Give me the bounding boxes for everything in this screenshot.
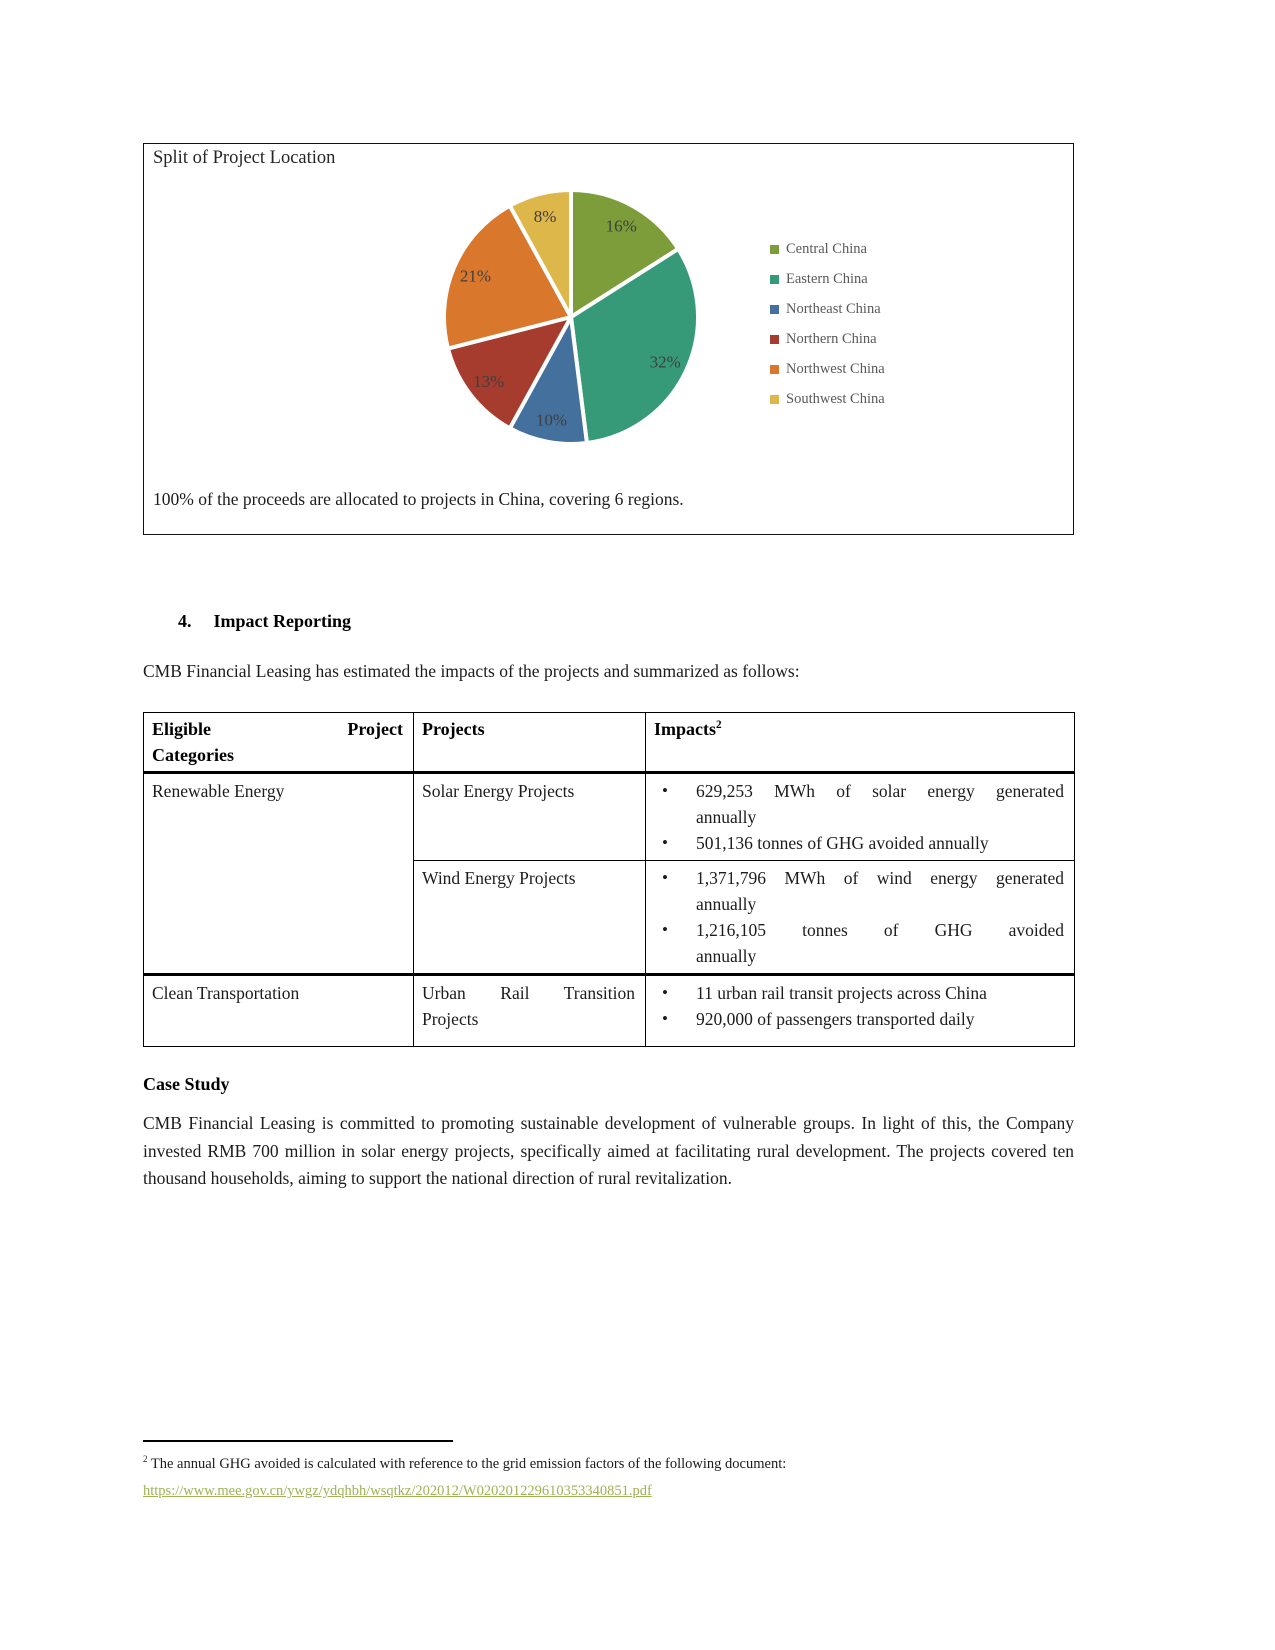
impact-item: • 1,371,796 MWh of wind energy generated annually xyxy=(646,865,1064,917)
table-header-row xyxy=(144,713,1075,773)
impact-item: • 629,253 MWh of solar energy generated annually xyxy=(646,778,1064,830)
chart-caption: 100% of the proceeds are allocated to projects in China, covering 6 regions. xyxy=(153,489,684,509)
legend-swatch-icon xyxy=(770,305,779,314)
section-number: 4. xyxy=(178,611,192,631)
legend-item xyxy=(770,264,885,294)
header-impacts-footnote-ref: 2 xyxy=(716,719,722,731)
header-impacts xyxy=(646,713,1075,773)
legend-item xyxy=(770,294,885,324)
legend-label: Central China xyxy=(786,240,867,257)
legend-swatch-icon xyxy=(770,365,779,374)
legend-item xyxy=(770,324,885,354)
footnote-link[interactable]: https://www.mee.gov.cn/ywgz/ydqhbh/wsqtkz/202012/W020201229610353340851.pdf xyxy=(143,1483,652,1499)
legend-swatch-icon xyxy=(770,245,779,254)
pie-data-label: 8% xyxy=(533,207,557,227)
chart-title: Split of Project Location xyxy=(153,148,336,168)
legend-item xyxy=(770,384,885,414)
impact-item: • 1,216,105 tonnes of GHG avoided annually xyxy=(646,917,1064,969)
category-clean-transportation: Clean Transportation xyxy=(144,975,414,1047)
project-solar: Solar Energy Projects xyxy=(414,773,646,861)
pie-chart xyxy=(436,182,706,452)
legend-item xyxy=(770,354,885,384)
impacts-solar xyxy=(646,773,1075,861)
footnote-text xyxy=(143,1451,1074,1505)
legend-swatch-icon xyxy=(770,275,779,284)
chart-legend xyxy=(770,234,885,414)
pie-data-label: 16% xyxy=(605,216,637,236)
impacts-list xyxy=(646,980,1064,1032)
footnote-marker: 2 xyxy=(143,1454,148,1465)
section-intro: CMB Financial Leasing has estimated the impacts of the projects and summarized as follows: xyxy=(143,661,800,681)
table-row xyxy=(144,773,1075,861)
chart-panel xyxy=(143,143,1074,535)
section-heading xyxy=(178,611,351,632)
legend-label: Eastern China xyxy=(786,270,868,287)
pie-data-label: 13% xyxy=(473,371,505,391)
project-urban-rail: Urban Rail Transition Projects xyxy=(414,975,646,1047)
legend-swatch-icon xyxy=(770,335,779,344)
pie-data-label: 21% xyxy=(459,266,491,286)
header-impacts-text: Impacts xyxy=(654,719,716,739)
impacts-list xyxy=(646,865,1064,969)
project-wind: Wind Energy Projects xyxy=(414,861,646,975)
table-row xyxy=(144,975,1075,1047)
case-study-body: CMB Financial Leasing is committed to promoting sustainable development of vulnerable groups. In light of this, the Company invested RMB 700 million in solar energy projects, specifically aimed at facilitating rural development. The projects covered ten thousand households, aiming to support the national direction of rural revitalization. xyxy=(143,1113,1074,1188)
impacts-list xyxy=(646,778,1064,856)
case-study-heading: Case Study xyxy=(143,1074,230,1094)
category-renewable-energy: Renewable Energy xyxy=(144,773,414,975)
header-eligible-categories: Eligible Project Categories xyxy=(144,713,414,773)
pie-data-label: 10% xyxy=(535,410,568,430)
impact-item: • 920,000 of passengers transported daily xyxy=(646,1006,1064,1032)
legend-label: Northern China xyxy=(786,330,877,347)
header-projects: Projects xyxy=(414,713,646,773)
impacts-wind xyxy=(646,861,1075,975)
legend-swatch-icon xyxy=(770,395,779,404)
legend-item xyxy=(770,234,885,264)
legend-label: Northwest China xyxy=(786,360,885,377)
section-title: Impact Reporting xyxy=(213,611,351,631)
pie-data-label: 32% xyxy=(649,352,681,372)
impact-item: • 11 urban rail transit projects across China xyxy=(646,980,1064,1006)
footnote-separator xyxy=(143,1440,453,1442)
impacts-urban-rail xyxy=(646,975,1075,1047)
legend-label: Southwest China xyxy=(786,390,885,407)
legend-label: Northeast China xyxy=(786,300,881,317)
footnote xyxy=(143,1440,1074,1505)
impact-table xyxy=(143,712,1075,1047)
footnote-body: The annual GHG avoided is calculated with reference to the grid emission factors of the following document: xyxy=(150,1456,787,1472)
impact-item: • 501,136 tonnes of GHG avoided annually xyxy=(646,830,1064,856)
